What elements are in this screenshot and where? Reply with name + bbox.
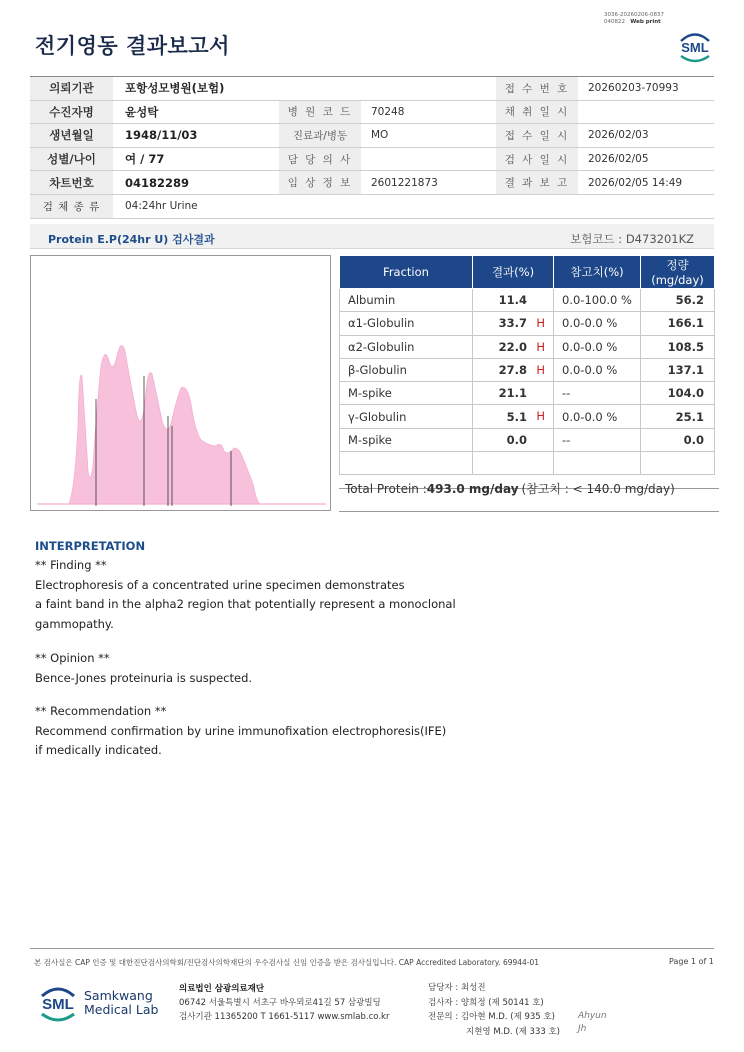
finding-heading: ** Finding ** xyxy=(35,558,107,572)
info-value: 2026/02/03 xyxy=(578,124,714,148)
section-title: Protein E.P(24hr U) 검사결과 xyxy=(48,233,215,246)
results-table xyxy=(339,255,715,475)
info-value: 70248 xyxy=(361,100,496,124)
info-row xyxy=(30,171,714,195)
info-value: 2026/02/05 14:49 xyxy=(578,171,714,195)
fraction-amount: 56.2 xyxy=(641,289,715,312)
interpretation-recommendation xyxy=(35,702,446,761)
interpretation-finding xyxy=(35,556,456,634)
sml-logo-text: SML xyxy=(681,40,709,55)
doc-sub: 040822 xyxy=(604,19,625,25)
signature: Jh xyxy=(578,1024,587,1034)
footer-divider xyxy=(30,948,714,949)
table-row xyxy=(340,428,715,451)
fraction-ref: -- xyxy=(554,382,641,405)
fraction-amount: 104.0 xyxy=(641,382,715,405)
info-label: 의뢰기관 xyxy=(30,77,113,101)
foundation-name: 의료법인 삼광의료재단 xyxy=(179,984,265,994)
table-row xyxy=(340,289,715,312)
page-title: 전기영동 결과보고서 xyxy=(35,34,230,58)
fraction-ref: -- xyxy=(554,428,641,451)
address-line: 06742 서울특별시 서초구 바우뫼로41길 57 삼광빌딩 xyxy=(179,998,381,1008)
total-protein xyxy=(339,464,719,496)
recommendation-line: Recommend confirmation by urine immunofixation electrophoresis(IFE) xyxy=(35,723,447,738)
info-label: 담 당 의 사 xyxy=(279,147,361,171)
page-number: Page 1 of 1 xyxy=(669,957,714,966)
electrophoresis-chart xyxy=(30,255,331,511)
staff-list xyxy=(428,981,560,1039)
recommendation-heading: ** Recommendation ** xyxy=(35,704,167,718)
info-value: 여 / 77 xyxy=(113,147,279,171)
fraction-ref: 0.0-100.0 % xyxy=(554,289,641,312)
sml-logo xyxy=(676,30,714,68)
densitometry-curve xyxy=(37,346,326,504)
interpretation-opinion xyxy=(35,649,252,688)
fraction-pct: 33.7 xyxy=(498,316,527,331)
info-label: 병 원 코 드 xyxy=(279,100,361,124)
footer-logo-text: SML xyxy=(42,996,74,1013)
fraction-amount: 137.1 xyxy=(641,358,715,381)
fraction-pct: 5.1 xyxy=(506,409,527,424)
info-label: 차트번호 xyxy=(30,171,113,195)
finding-line: Electrophoresis of a concentrated urine specimen demonstrates xyxy=(35,577,405,592)
table-row xyxy=(340,335,715,358)
lab-address xyxy=(179,982,389,1024)
fraction-name: α1-Globulin xyxy=(340,312,473,335)
total-value: 493.0 mg/day xyxy=(426,482,519,496)
signature: Ahyun xyxy=(578,1011,607,1021)
info-row xyxy=(30,147,714,171)
lab-name-line: Medical Lab xyxy=(84,1002,159,1017)
staff-line: 지현영 M.D. (제 333 호) xyxy=(466,1026,561,1037)
info-label: 수진자명 xyxy=(30,100,113,124)
staff-line: 전문의 : 김아현 M.D. (제 935 호) xyxy=(428,1012,555,1022)
info-label: 접 수 일 시 xyxy=(496,124,578,148)
info-value: 04182289 xyxy=(113,171,279,195)
high-flag: H xyxy=(536,409,545,424)
info-value: 04:24hr Urine xyxy=(113,194,714,218)
web-print-label: Web print xyxy=(630,19,661,25)
fraction-ref: 0.0-0.0 % xyxy=(554,358,641,381)
info-value xyxy=(578,100,714,124)
fraction-amount: 0.0 xyxy=(641,428,715,451)
finding-line: a faint band in the alpha2 region that potentially represent a monoclonal xyxy=(35,597,456,611)
staff-line: 담당자 : 최성진 xyxy=(428,983,486,993)
staff-line: 검사자 : 양희정 (제 50141 호) xyxy=(428,997,544,1008)
fraction-name: M-spike xyxy=(340,382,473,405)
info-label: 검 사 일 시 xyxy=(496,147,578,171)
col-header-pct: 결과(%) xyxy=(473,256,554,289)
info-label: 임 상 정 보 xyxy=(279,171,361,195)
fraction-pct: 21.1 xyxy=(498,386,527,401)
finding-line: gammopathy. xyxy=(35,616,114,631)
high-flag: H xyxy=(536,362,545,377)
footer-sml-logo xyxy=(36,982,80,1030)
info-label: 검 체 종 류 xyxy=(30,194,113,218)
fraction-name: γ-Globulin xyxy=(340,405,473,428)
document-id xyxy=(604,12,664,26)
col-header-ref: 참고치(%) xyxy=(554,256,641,289)
fraction-amount: 25.1 xyxy=(641,405,715,428)
fraction-pct: 0.0 xyxy=(506,432,527,447)
info-value: 20260203-70993 xyxy=(578,77,714,101)
info-value: 2026/02/05 xyxy=(578,147,714,171)
interpretation-heading: INTERPRETATION xyxy=(35,539,146,553)
info-value: 윤성탁 xyxy=(113,100,279,124)
high-flag: H xyxy=(536,316,545,331)
table-row xyxy=(340,382,715,405)
info-row xyxy=(30,100,714,124)
fraction-name: M-spike xyxy=(340,428,473,451)
info-label: 채 취 일 시 xyxy=(496,100,578,124)
col-header-fraction: Fraction xyxy=(340,256,473,289)
doc-code: 3036-20260206-0837 xyxy=(604,12,664,18)
fraction-pct: 22.0 xyxy=(498,339,527,354)
total-prefix: Total Protein : xyxy=(345,482,427,496)
recommendation-line: if medically indicated. xyxy=(35,743,162,757)
high-flag: H xyxy=(536,339,545,354)
info-value: MO xyxy=(361,124,496,148)
fraction-pct: 11.4 xyxy=(498,293,527,308)
fraction-name: Albumin xyxy=(340,289,473,312)
info-value: 포항성모병원(보험) xyxy=(113,77,496,101)
info-label: 진료과/병동 xyxy=(279,124,361,148)
table-row xyxy=(340,405,715,428)
fraction-pct: 27.8 xyxy=(498,363,527,378)
fraction-ref: 0.0-0.0 % xyxy=(554,405,641,428)
lab-name xyxy=(84,989,158,1017)
lab-name-line: Samkwang xyxy=(84,988,153,1003)
info-value: 2601221873 xyxy=(361,171,496,195)
table-row xyxy=(340,358,715,381)
info-label: 생년월일 xyxy=(30,124,113,148)
fraction-amount: 108.5 xyxy=(641,335,715,358)
fraction-name: β-Globulin xyxy=(340,358,473,381)
results-header xyxy=(340,256,715,289)
info-row xyxy=(30,77,714,101)
total-ref: (참고치 : < 140.0 mg/day) xyxy=(521,482,675,496)
col-header-amount: 정량(mg/day) xyxy=(641,256,715,289)
info-label: 결 과 보 고 xyxy=(496,171,578,195)
certification-note: 본 검사실은 CAP 인증 및 대한진단검사의학회/진단검사의학재단의 우수검사실 신임 인증을 받은 검사실입니다. CAP Accredited Laboratory. 69944-01 xyxy=(34,958,540,967)
fraction-ref: 0.0-0.0 % xyxy=(554,335,641,358)
info-label: 성별/나이 xyxy=(30,147,113,171)
info-value xyxy=(361,147,496,171)
insurance-code: 보험코드 : D473201KZ xyxy=(570,232,694,246)
fraction-name: α2-Globulin xyxy=(340,335,473,358)
fraction-amount: 166.1 xyxy=(641,312,715,335)
opinion-line: Bence-Jones proteinuria is suspected. xyxy=(35,670,253,685)
info-label: 접 수 번 호 xyxy=(496,77,578,101)
fraction-ref: 0.0-0.0 % xyxy=(554,312,641,335)
table-row xyxy=(340,312,715,335)
patient-info-table xyxy=(30,76,714,219)
signatures xyxy=(578,1010,607,1036)
info-row xyxy=(30,194,714,218)
divider xyxy=(339,511,719,512)
opinion-heading: ** Opinion ** xyxy=(35,651,110,665)
contact-line: 검사기관 11365200 T 1661-5117 www.smlab.co.kr xyxy=(179,1012,390,1022)
info-row xyxy=(30,124,714,148)
info-value: 1948/11/03 xyxy=(113,124,279,148)
